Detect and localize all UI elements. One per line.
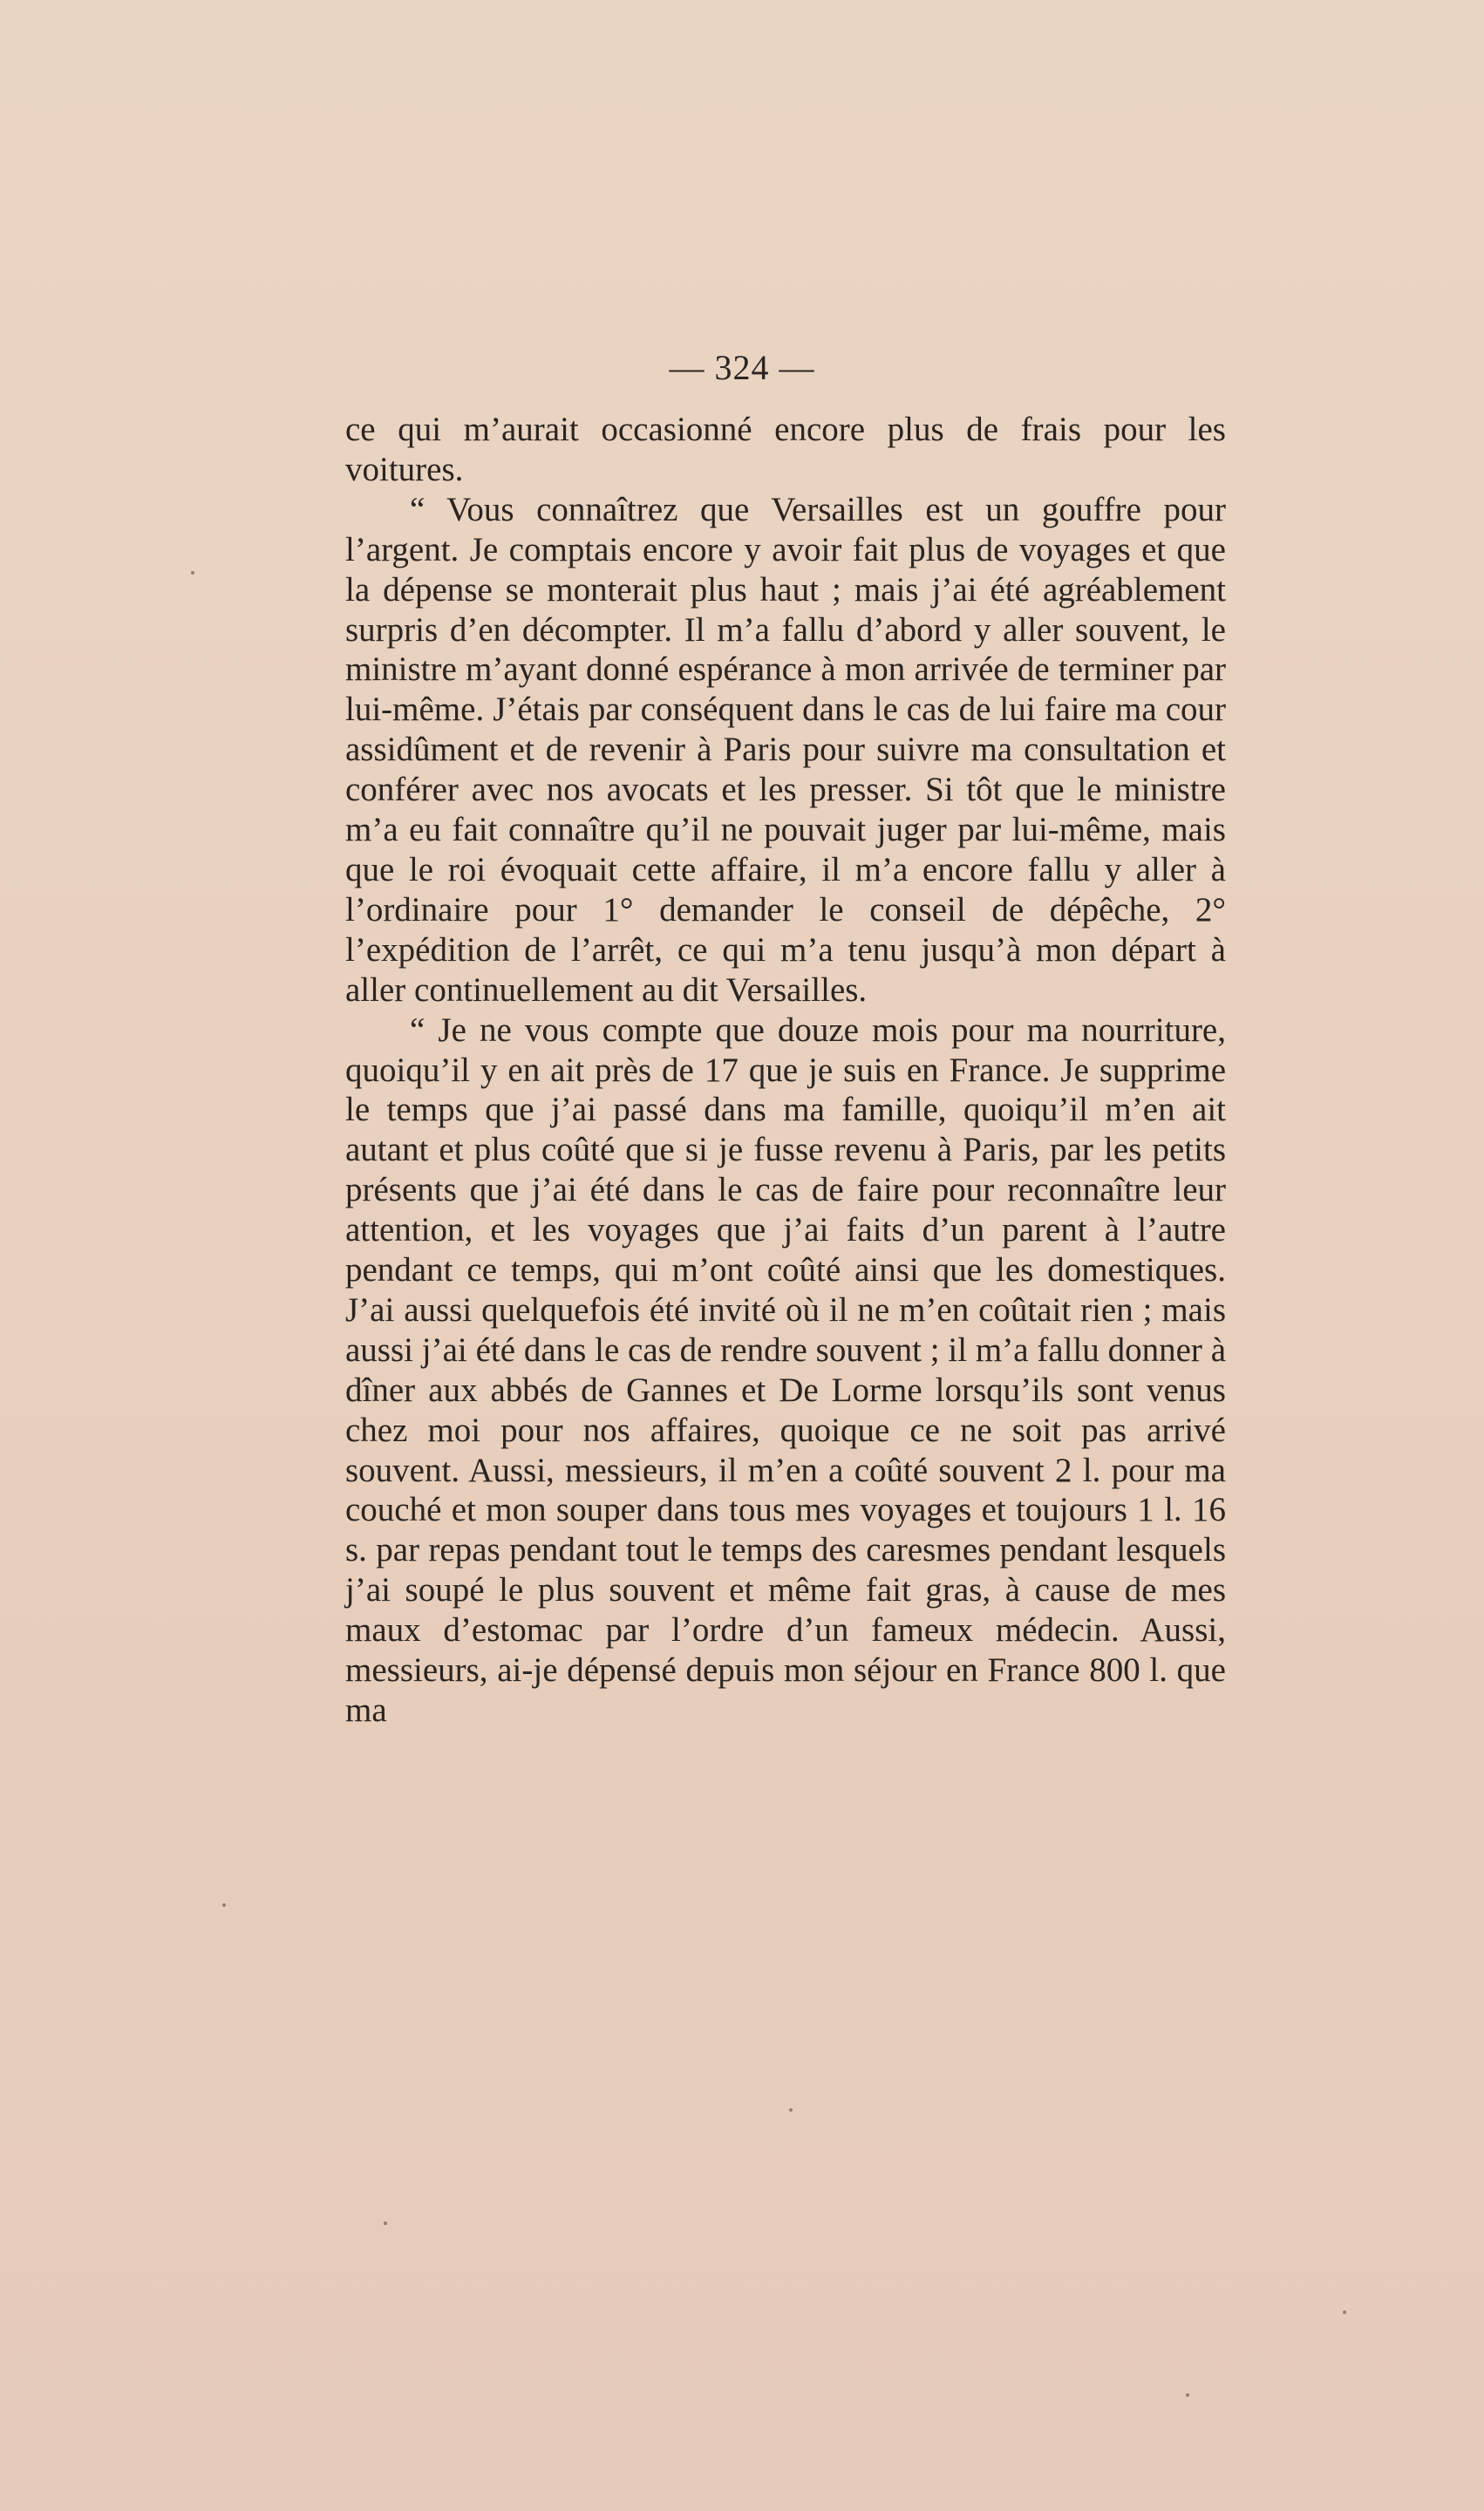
paper-speck xyxy=(222,1903,226,1907)
paper-speck xyxy=(1343,2310,1346,2314)
paper-speck xyxy=(789,2108,793,2112)
paragraph: “ Je ne vous compte que douze mois pour ma nourriture, quoiqu’il y en ait près de 17 que je suis en France. Je supprime le temps que j’ai passé dans ma famille, quoiqu’il m’en ait autant et plus coûté que si je fusse revenu à Paris, par les petits présents que j’ai été dans le cas de faire pour reconnaître leur attention, et les voyages que j’ai faits d’un parent à l’autre pendant ce temps, qui m’ont coûté ainsi que les domestiques. J’ai aussi quelquefois été invité où il ne m’en coûtait rien ; mais aussi j’ai été dans le cas de rendre souvent ; il m’a fallu donner à dîner aux abbés de Gannes et De Lorme lorsqu’ils sont venus chez moi pour nos affaires, quoique ce ne soit pas arrivé souvent. Aussi, messieurs, il m’en a coûté souvent 2 l. pour ma couché et mon souper dans tous mes voyages et toujours 1 l. 16 s. par repas pendant tout le temps des caresmes pendant lesquels j’ai soupé le plus souvent et même fait gras, à cause de mes maux d’estomac par l’ordre d’un fameux médecin. Aussi, messieurs, ai-je dépensé depuis mon séjour en France 800 l. que ma xyxy=(345,1011,1226,1729)
paper-speck xyxy=(1186,2393,1189,2397)
paper-speck xyxy=(191,571,194,575)
page-number: — 324 — xyxy=(669,348,815,387)
paper-speck xyxy=(384,2222,387,2225)
paragraph: “ Vous connaîtrez que Versailles est un gouffre pour l’argent. Je comptais encore y avoir fait plus de voyages et que la dépense se monterait plus haut ; mais j’ai été agréablement surpris d’en décompter. Il m’a fallu d’abord y aller souvent, le ministre m’ayant donné espérance à mon arrivée de terminer par lui-même. J’étais par conséquent dans le cas de lui faire ma cour assidûment et de revenir à Paris pour suivre ma consultation et conférer avec nos avocats et les presser. Si tôt que le ministre m’a eu fait connaître qu’il ne pouvait juger par lui-même, mais que le roi évoquait cette affaire, il m’a encore fallu y aller à l’ordinaire pour 1° demander le conseil de dépêche, 2° l’expédition de l’arrêt, ce qui m’a tenu jusqu’à mon départ à aller continuellement au dit Versailles. xyxy=(345,490,1226,1009)
body-text xyxy=(345,410,1226,1731)
paragraph: ce qui m’aurait occasionné encore plus de frais pour les voitures. xyxy=(345,411,1226,488)
